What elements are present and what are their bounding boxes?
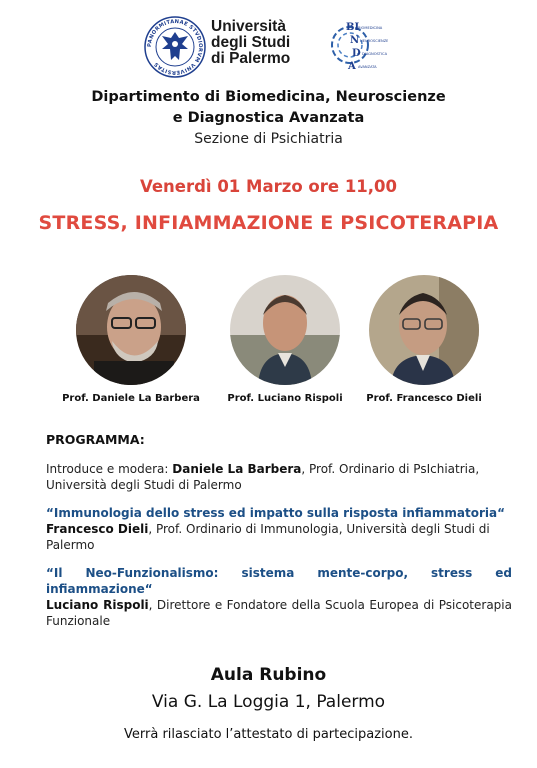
certificate-note: Verrà rilasciato l’attestato di partecipazione. xyxy=(124,727,413,742)
university-name-line: degli Studi xyxy=(211,34,291,51)
university-name-line: Università xyxy=(211,18,286,35)
venue-address: Via G. La Loggia 1, Palermo xyxy=(151,692,386,712)
talk-speaker-role: , Prof. Ordinario di Immunologia, Università degli Studi di Palermo xyxy=(46,522,490,552)
intro-moderator-name: Daniele La Barbera xyxy=(172,462,302,476)
university-seal-logo xyxy=(144,16,206,78)
header-logos xyxy=(0,10,537,80)
department-title xyxy=(0,87,537,129)
department-title-line: Dipartimento di Biomedicina, Neuroscienze xyxy=(91,89,446,105)
speaker-photo xyxy=(230,275,340,385)
intro-prefix: Introduce e modera: xyxy=(46,462,173,476)
event-date: Venerdì 01 Marzo ore 11,00 xyxy=(139,177,398,196)
speaker-name: Prof. Daniele La Barbera xyxy=(62,393,200,404)
speaker-card xyxy=(349,275,499,404)
talk-speaker-role: , Direttore e Fondatore della Scuola Europea di Psicoterapia Funzionale xyxy=(46,598,512,628)
dept-logo-word: BIOMEDICINA xyxy=(358,26,383,30)
speaker-name: Prof. Francesco Dieli xyxy=(366,393,482,404)
talk-title: “Immunologia dello stress ed impatto sulla risposta infiammatoria“ xyxy=(46,506,506,520)
dept-logo-letter: N xyxy=(350,35,360,46)
dept-logo-letter: A xyxy=(348,61,356,72)
section-name: Sezione di Psichiatria xyxy=(194,131,343,147)
venue-room: Aula Rubino xyxy=(210,665,327,685)
speaker-card xyxy=(56,275,206,404)
program-heading: PROGRAMMA: xyxy=(46,432,145,447)
program-intro xyxy=(46,461,512,493)
speaker-name: Prof. Luciano Rispoli xyxy=(227,393,343,404)
talk-speaker-name: Francesco Dieli xyxy=(46,522,149,536)
talk-title: “Il Neo-Funzionalismo: sistema mente-corpo, stress ed infiammazione“ xyxy=(46,566,512,596)
department-title-line: e Diagnostica Avanzata xyxy=(172,110,365,126)
dept-logo-letter: D xyxy=(352,48,361,59)
university-name xyxy=(211,19,290,67)
intro-moderator-role: , Prof. Ordinario di PsIchiatria, Università degli Studi di Palermo xyxy=(46,462,480,492)
program-section xyxy=(46,432,512,641)
dept-logo-word: AVANZATA xyxy=(358,65,377,69)
dept-logo-word: DIAGNOSTICA xyxy=(362,52,388,56)
seal-ring-text: PANORMITANAE STVDIORVM VNIVERSITAS xyxy=(146,18,204,76)
speaker-card xyxy=(210,275,360,404)
program-talk xyxy=(46,505,512,553)
program-talk xyxy=(46,565,512,629)
university-name-line: di Palermo xyxy=(211,50,291,67)
dept-logo-letter: BI xyxy=(346,22,360,33)
department-logo xyxy=(330,14,388,76)
speaker-photo xyxy=(369,275,479,385)
talk-speaker-name: Luciano Rispoli xyxy=(46,598,149,612)
event-title: STRESS, INFIAMMAZIONE E PSICOTERAPIA xyxy=(38,212,499,234)
dept-logo-word: NEUROSCIENZE xyxy=(360,39,388,43)
speaker-photo xyxy=(76,275,186,385)
